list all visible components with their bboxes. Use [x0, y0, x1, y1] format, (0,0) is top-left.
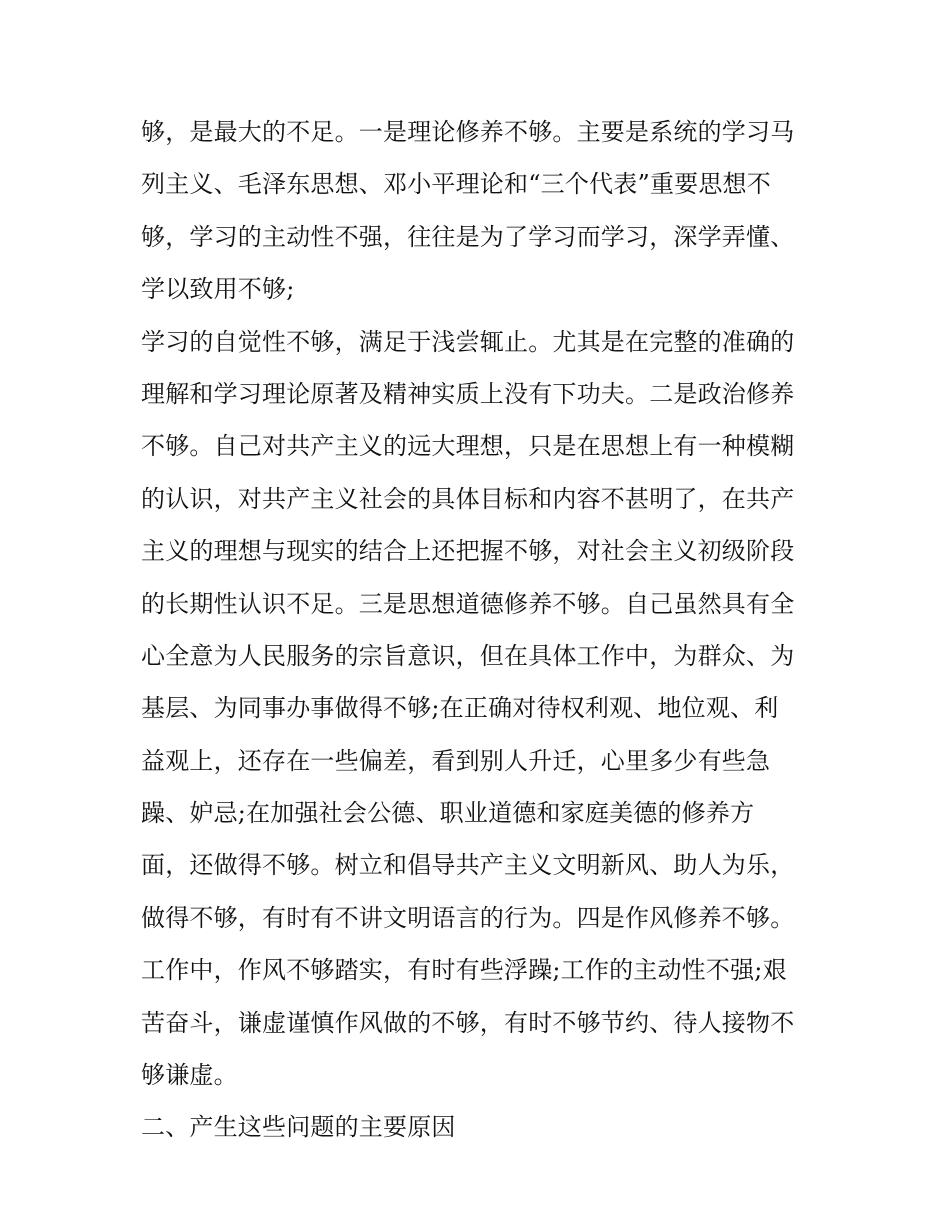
text-line-1: 够，是最大的不足。一是理论修养不够。主要是系统的学习马 [141, 118, 795, 146]
text-line-6: 理解和学习理论原著及精神实质上没有下功夫。二是政治修养 [141, 379, 795, 408]
text-line-4: 学以致用不够; [141, 275, 295, 304]
text-line-8: 的认识，对共产主义社会的具体目标和内容不甚明了，在共产 [141, 484, 795, 513]
body-text [141, 106, 821, 1154]
text-line-19: 够谦虚。 [141, 1061, 238, 1090]
text-line-15: 面，还做得不够。树立和倡导共产主义文明新风、助人为乐， [141, 851, 795, 880]
text-line-16: 做得不够，有时有不讲文明语言的行为。四是作风修养不够。 [141, 903, 795, 932]
section-heading: 二、产生这些问题的主要原因 [141, 1113, 456, 1142]
text-line-17: 工作中，作风不够踏实，有时有些浮躁;工作的主动性不强;艰 [141, 956, 787, 985]
text-line-7: 不够。自己对共产主义的远大理想，只是在思想上有一种模糊 [141, 432, 795, 461]
text-line-18: 苦奋斗，谦虚谨慎作风做的不够，有时不够节约、待人接物不 [141, 1008, 795, 1037]
text-line-2: 列主义、毛泽东思想、邓小平理论和“三个代表”重要思想不 [141, 170, 771, 199]
text-line-13: 益观上，还存在一些偏差，看到别人升迁，心里多少有些急 [141, 746, 771, 775]
text-line-3: 够，学习的主动性不强，往往是为了学习而学习，深学弄懂、 [141, 222, 795, 251]
text-line-14: 躁、妒忌;在加强社会公德、职业道德和家庭美德的修养方 [141, 799, 755, 828]
text-line-12: 基层、为同事办事做得不够;在正确对待权利观、地位观、利 [141, 694, 779, 723]
text-line-10: 的长期性认识不足。三是思想道德修养不够。自己虽然具有全 [141, 589, 795, 618]
text-line-5: 学习的自觉性不够，满足于浅尝辄止。尤其是在完整的准确的 [141, 327, 795, 356]
text-line-9: 主义的理想与现实的结合上还把握不够，对社会主义初级阶段 [141, 537, 795, 566]
text-line-11: 心全意为人民服务的宗旨意识，但在具体工作中，为群众、为 [141, 641, 795, 670]
